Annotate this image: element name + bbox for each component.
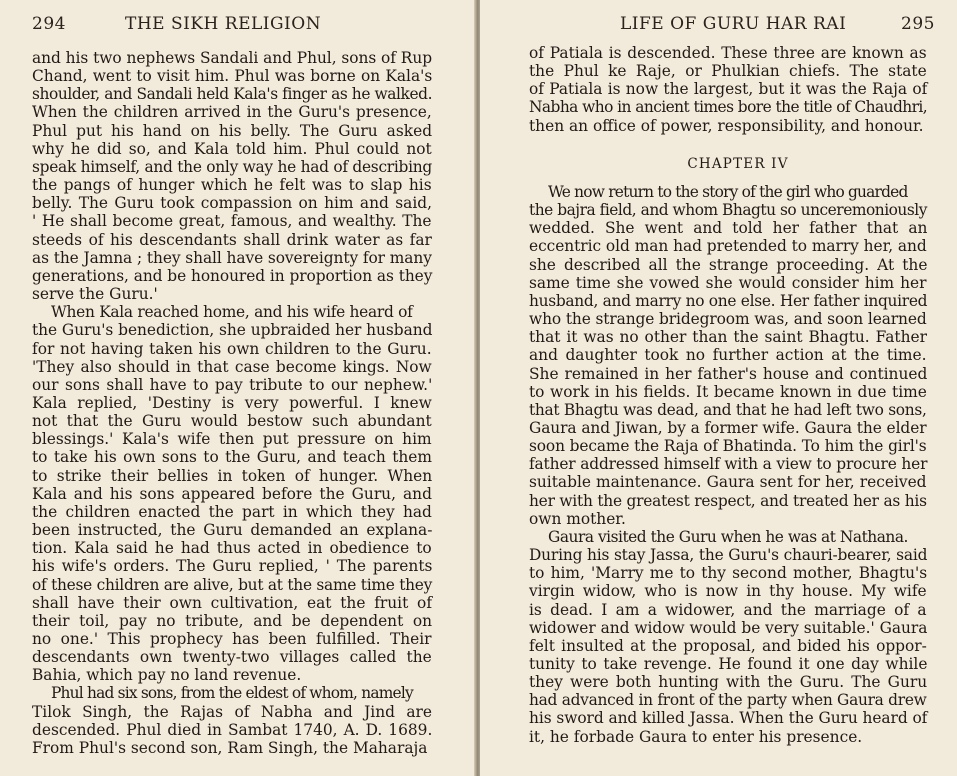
text-line: 'They also should in that case become kings. Now	[32, 357, 432, 376]
text-line: of Patiala is now the largest, but it was the Raja of	[529, 80, 928, 99]
text-line: Kala replied, 'Destiny is very powerful. I knew	[32, 393, 432, 412]
text-line: wedded. She went and told her father that an	[529, 219, 928, 238]
text-line: When the children arrived in the Guru's presence,	[32, 103, 432, 122]
text-line: she described all the strange proceeding. At the	[529, 255, 928, 274]
text-line: She remained in her father's house and continued	[529, 364, 928, 383]
text-line: tunity to take revenge. He found it one day while	[529, 655, 928, 673]
text-line: Gaura and Jiwan, by a former wife. Gaura the elder	[529, 418, 927, 437]
text-line: the Phul ke Raje, or Phulkian chiefs. The state	[529, 62, 927, 81]
text-line: had advanced in front of the party when Gaura drew	[529, 691, 927, 710]
text-line: speak himself, and the only way he had of describing	[32, 157, 432, 176]
text-line: ' He shall become great, famous, and wealthy. The	[32, 212, 432, 231]
running-head-left: THE SIKH RELIGION	[125, 14, 322, 34]
text-line: the Guru's benediction, she upbraided her husband	[32, 321, 433, 340]
text-line: Gaura visited the Guru when he was at Nathana.	[548, 527, 908, 546]
text-line: to strike their bellies in token of hunger. When	[32, 466, 433, 485]
text-line: tion. Kala said he had thus acted in obedience to	[32, 539, 432, 558]
text-line: no one.' This prophecy has been fulfilled. Their	[32, 630, 432, 648]
running-head-right: LIFE OF GURU HAR RAI	[620, 14, 847, 34]
text-line: that it was no other than the saint Bhagtu. Father	[529, 328, 927, 347]
text-line: During his stay Jassa, the Guru's chauri-bearer, said	[529, 546, 928, 565]
text-line: to work in his fields. It became known in due time	[529, 382, 927, 401]
text-line: Tilok Singh, the Rajas of Nabha and Jind are	[32, 702, 433, 721]
text-line: for not having taken his own children to the Guru.	[32, 339, 432, 358]
text-line: soon became the Raja of Bhatinda. To him the girl's	[529, 437, 927, 456]
text-line: serve the Guru.'	[32, 285, 158, 304]
text-line: her with the greatest respect, and treated her as his	[529, 491, 927, 510]
right-page	[480, 0, 957, 776]
text-line: then an office of power, responsibility, and honour.	[529, 116, 924, 135]
text-line: is dead. I am a widower, and the marriage of a	[529, 600, 927, 619]
text-line: generations, and be honoured in proportion as they	[32, 266, 433, 285]
text-line: We now return to the story of the girl who guarded	[548, 182, 908, 201]
text-line: When Kala reached home, and his wife heard of	[51, 303, 413, 322]
text-line: Chand, went to visit him. Phul was borne on Kala's	[32, 67, 433, 86]
text-line: suitable maintenance. Gaura sent for her, received	[529, 473, 927, 492]
page-number-left: 294	[32, 14, 66, 34]
page-number-right: 295	[901, 14, 935, 34]
text-line: From Phul's second son, Ram Singh, the Maharaja	[32, 738, 428, 757]
text-line: the pangs of hunger which he felt was to slap his	[32, 176, 432, 195]
text-line: shall have their own cultivation, eat the fruit of	[32, 593, 433, 612]
text-line: same time she vowed she would consider him her	[529, 273, 927, 292]
text-line: his wife's orders. The Guru replied, ' The parents	[32, 557, 433, 576]
text-line: it, he forbade Gaura to enter his presence.	[529, 727, 863, 746]
left-page-body	[32, 49, 432, 757]
text-line: that Bhagtu was dead, and that he had left two sons,	[529, 400, 927, 419]
text-line: virgin widow, who is now in thy house. My wife	[529, 582, 927, 601]
text-line: descended. Phul died in Sambat 1740, A. D. 1689.	[32, 720, 433, 739]
text-line: felt insulted at the proposal, and bided his oppor-	[529, 636, 927, 655]
text-line: who the strange bridegroom was, and soon learned	[529, 310, 927, 329]
text-line: Phul had six sons, from the eldest of whom, namely	[51, 684, 413, 703]
text-line: own mother.	[529, 509, 626, 528]
text-line: Bahia, which pay no land revenue.	[32, 666, 302, 685]
text-line: to take his own sons to the Guru, and teach them	[32, 448, 432, 467]
left-page	[0, 0, 476, 776]
text-line: husband, and marry no one else. Her father inquired	[529, 291, 928, 310]
text-line: not that the Guru would bestow such abundant	[32, 412, 432, 431]
text-line: and daughter took no further action at the time.	[529, 346, 927, 365]
text-line: Phul put his hand on his belly. The Guru asked	[32, 121, 433, 140]
text-line: belly. The Guru took compassion on him and said,	[32, 194, 432, 213]
text-line: why he did so, and Kala told him. Phul could not	[32, 139, 432, 158]
text-line: our sons shall have to pay tribute to our nephew.'	[32, 375, 433, 394]
text-line: his sword and killed Jassa. When the Guru heard of	[529, 709, 928, 728]
text-line: steeds of his descendants shall drink water as far	[32, 230, 432, 249]
text-line: Kala and his sons appeared before the Guru, and	[32, 484, 432, 503]
text-line: been instructed, the Guru demanded an explana-	[32, 521, 433, 540]
text-line: as the Jamna ; they shall have sovereignty for many	[32, 248, 432, 267]
text-line: descendants own twenty-two villages called the	[32, 648, 432, 667]
text-line: of Patiala is descended. These three are known as	[529, 44, 927, 62]
text-line: widower and widow would be very suitable.' Gaura	[529, 618, 928, 637]
text-line: to him, 'Marry me to thy second mother, Bhagtu's	[529, 564, 928, 583]
text-line: eccentric old man had pretended to marry her, and	[529, 237, 927, 256]
text-line: Nabha who in ancient times bore the title of Chaudhri,	[529, 98, 928, 117]
text-line: the children enacted the part in which they had	[32, 502, 432, 521]
text-line: their toil, pay no tribute, and be dependent on	[32, 611, 433, 630]
text-line: and his two nephews Sandali and Phul, sons of Rup	[32, 49, 433, 67]
text-line: of these children are alive, but at the same time they	[32, 575, 433, 594]
text-line: the bajra field, and whom Bhagtu so unceremoniously	[529, 201, 927, 220]
text-line: blessings.' Kala's wife then put pressure on him	[32, 430, 432, 449]
chapter-heading: CHAPTER IV	[687, 155, 789, 172]
text-line: they were both hunting with the Guru. The Guru	[529, 673, 928, 692]
text-line: shoulder, and Sandali held Kala's finger as he walked.	[32, 85, 433, 104]
text-line: father addressed himself with a view to procure her	[529, 455, 928, 474]
right-page-body	[529, 44, 927, 746]
